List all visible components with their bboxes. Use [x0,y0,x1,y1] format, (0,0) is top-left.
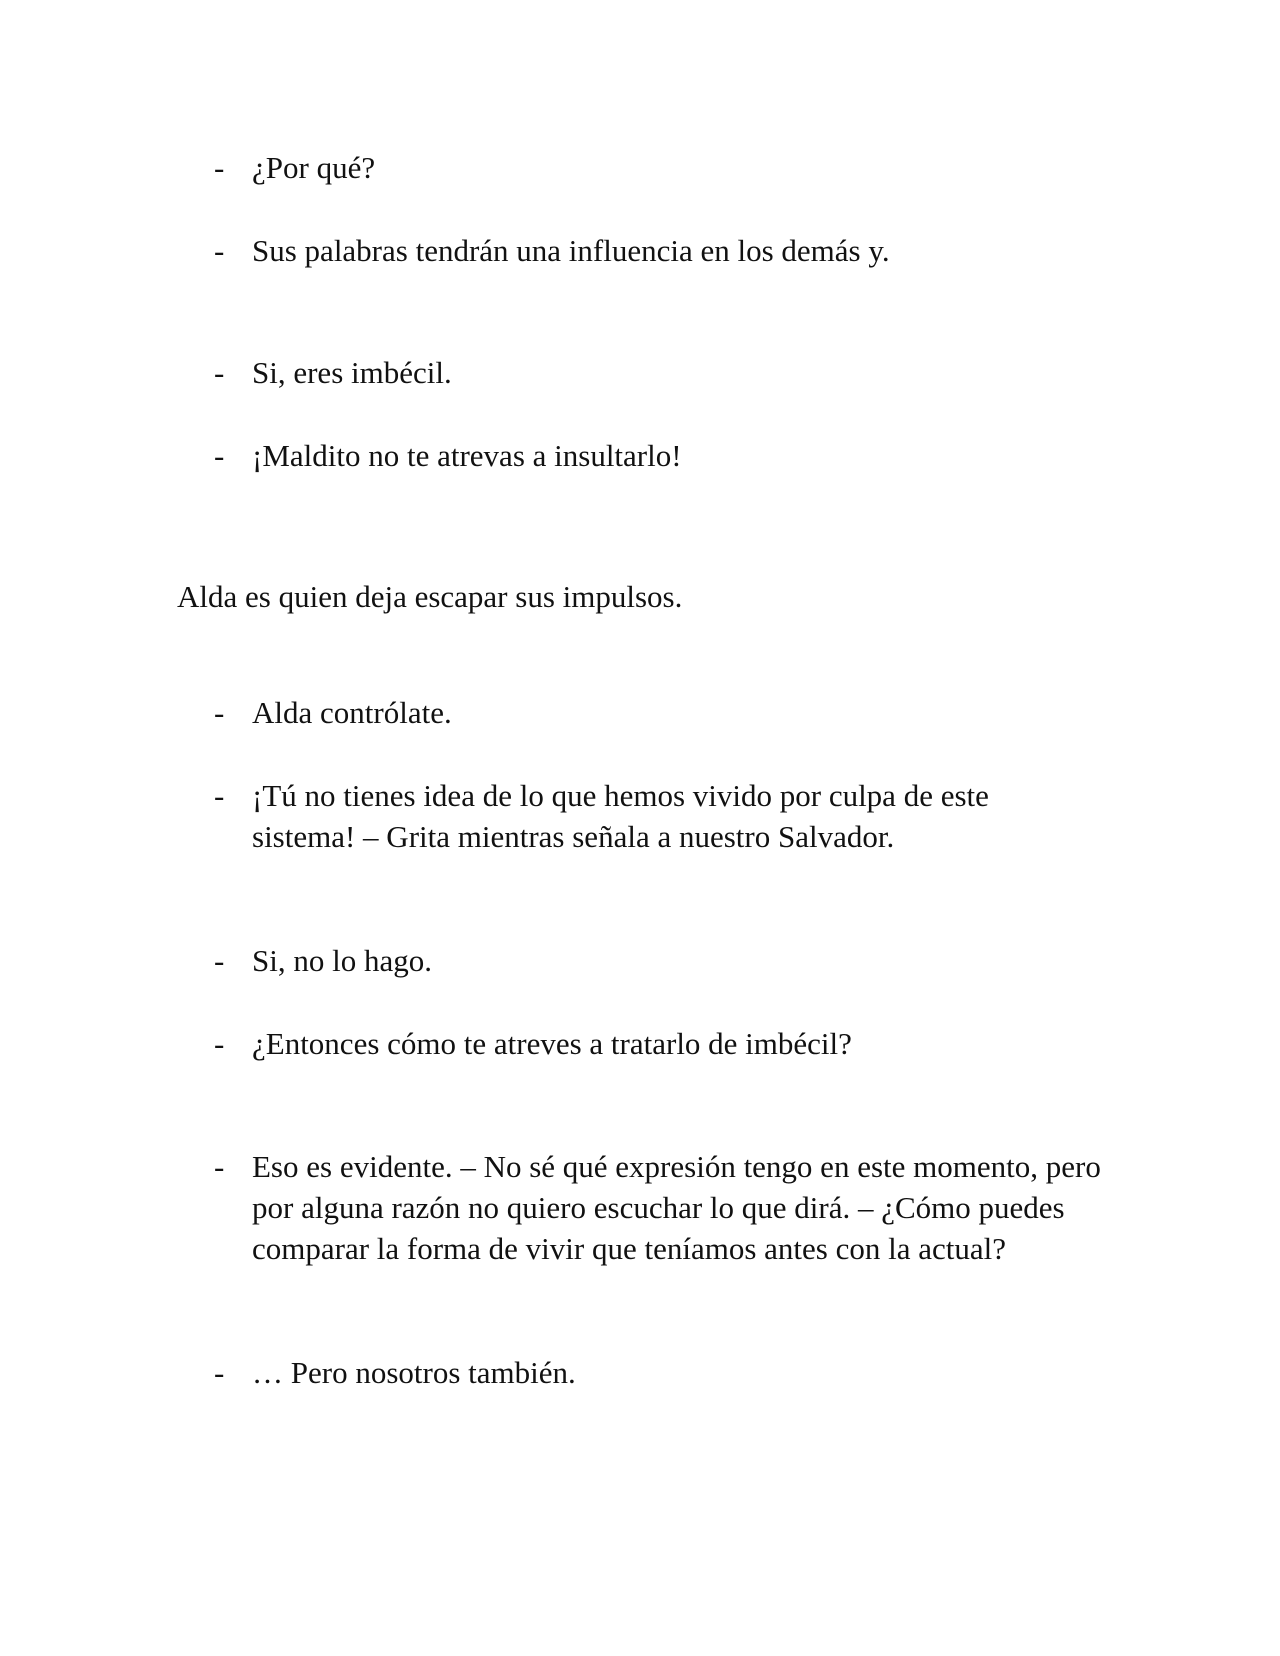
dialogue-text: Si, no lo hago. [252,943,432,978]
dialogue-text: Si, eres imbécil. [252,355,452,390]
dialogue-text: ¿Entonces cómo te atreves a tratarlo de imbécil? [252,1026,852,1061]
dialogue-dash: - [214,233,225,268]
dialogue-dash: - [214,438,225,473]
dialogue-dash: - [214,355,225,390]
dialogue-dash: - [214,1026,225,1061]
dialogue-text: ¡Tú no tienes idea de lo que hemos vivido por culpa de este sistema! – Grita mientras señala a nuestro Salvador. [252,778,989,854]
dialogue-dash: - [214,150,225,185]
dialogue-text: ¿Por qué? [252,150,376,185]
dialogue-text: ¡Maldito no te atrevas a insultarlo! [252,438,682,473]
dialogue-dash: - [214,943,225,978]
narration-paragraph: Alda es quien deja escapar sus impulsos. [177,579,683,614]
dialogue-dash: - [214,778,225,813]
dialogue-text: … Pero nosotros también. [252,1355,576,1390]
dialogue-dash: - [214,1355,225,1390]
dialogue-text: Eso es evidente. – No sé qué expresión tengo en este momento, pero por alguna razón no quiero escuchar lo que dirá. – ¿Cómo puedes comparar la forma de vivir que teníamos antes con la actual? [252,1149,1101,1266]
dialogue-text: Alda contrólate. [252,695,452,730]
dialogue-dash: - [214,1149,225,1184]
dialogue-dash: - [214,695,225,730]
dialogue-text: Sus palabras tendrán una influencia en los demás y. [252,233,890,268]
